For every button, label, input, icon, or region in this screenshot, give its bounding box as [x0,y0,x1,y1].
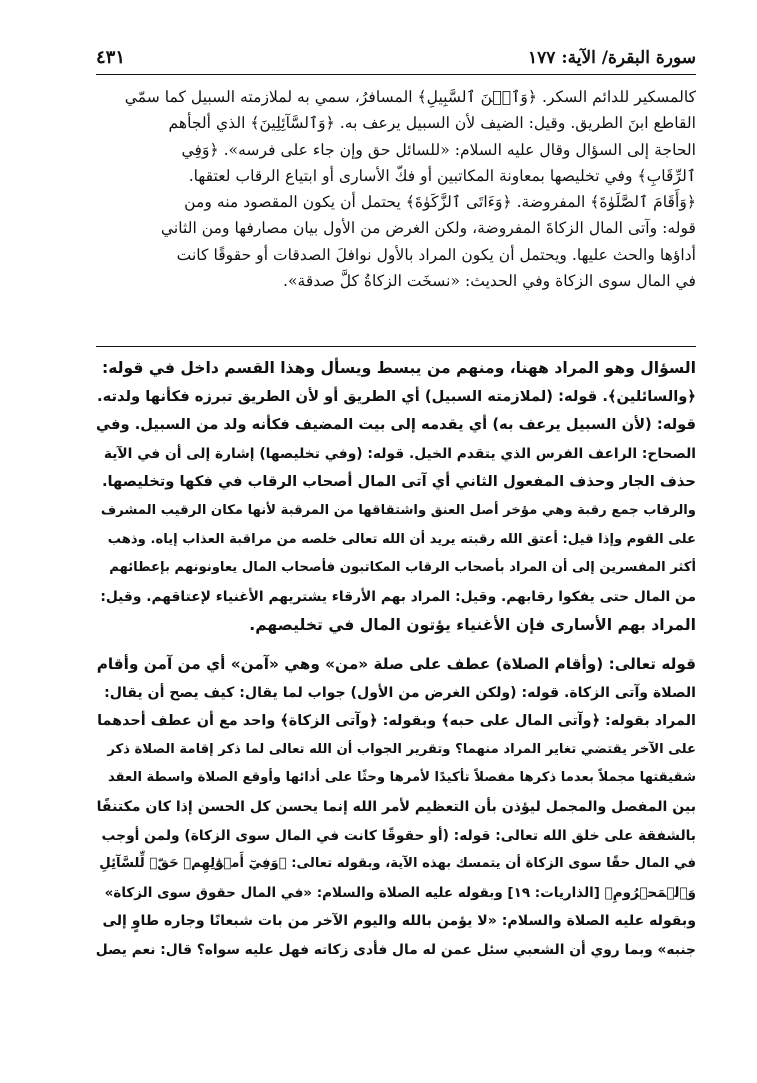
gloss-line: من المال حتى يفكوا رقابهم. وقيل: المراد بهم الأرقاء يشتريهم الأغنياء لإعتاقهم. وقيل: [100,588,696,605]
marginal-gloss [96,354,696,964]
commentary-line: قوله: وآتى المال الزكاةَ المفروضة، ولكن الغرض من الأول بيان مصارفها ومن الثاني [160,219,696,238]
gloss-line: المراد بهم الأسارى فإن الأغنياء يؤتون المال في تخليصهم. [249,616,696,635]
gloss-line: السؤال وهو المراد ههنا، ومنهم من يبسط ويسأل وهذا القسم داخل في قوله: [101,359,696,377]
header-rule [96,74,696,75]
gloss-line: بين المفصل والمجمل ليؤذن بأن التعظيم لأمر الله إنما يحسن كل الحسن إذا كان مكتنفًا [96,798,696,815]
page-header [96,38,696,68]
page-number: ٤٣١ [96,47,126,68]
gloss-line: على القوم وإذا قيل: أعتق الله رقبته يريد أن الله تعالى خلصه من مراقبة العذاب إياه. وذهب [107,531,696,547]
commentary-line: أداؤها والحث عليها. ويحتمل أن يكون المراد بالأول نوافلَ الصدقات أو حقوقًا كانت [176,245,696,264]
gloss-line: بالشفقة على خلق الله تعالى: قوله: (أو حقوقًا كانت في المال سوى الزكاة) ولمن أوجب [101,827,696,844]
gloss-line: حذف الجار وحذف المفعول الثاني أي آتى المال أصحاب الرقاب في فكها وتخليصها. [101,473,696,491]
gloss-line: قوله تعالى: (وأقام الصلاة) عطف على صلة «من» وهي «آمن» أي من آمن وأقام [96,654,696,673]
commentary-line: القاطع ابنَ الطريق. وقيل: الضيف لأن السبيل يرعف به. ﴿وَٱلسَّآئِلِينَ﴾ الذي ألجأهم [168,114,696,133]
main-commentary [96,84,696,294]
gloss-line: جنبه» وبما روي أن الشعبي سئل عمن له مال فأدى زكاته فهل عليه سواه؟ قال: نعم يصل [95,941,696,958]
gloss-line: ﴿والسائلين﴾. قوله: (لملازمته السبيل) أي الطريق أو لأن الطريق تبرزه فكأنها ولدته. [97,387,696,405]
commentary-line: كالمسكير للدائم السكر. ﴿وَٱبۡنَ ٱلسَّبِيلِ﴾ المسافرُ، سمي به لملازمته السبيل كما سمّي [124,88,696,106]
gloss-line: أكثر المفسرين إلى أن المراد بأصحاب الرقاب المكاتبون فأصحاب المال يعاونونهم بإعطائهم [109,560,696,576]
commentary-line: ٱلرِّقَابِ﴾ وفي تخليصها بمعاونة المكاتبين أو فكّ الأسارى أو ابتياع الرقاب لعتقها. [188,166,696,185]
gloss-line: قوله: (لأن السبيل يرعف به) أي يقدمه إلى بيت المضيف فكأنه ولد من السبيل. وفي [95,416,696,434]
commentary-line: في المال سوى الزكاة وفي الحديث: «نسخَت الزكاةُ كلَّ صدقة». [283,272,696,291]
commentary-line: الحاجة إلى السؤال وقال عليه السلام: «للسائل حق وإن جاء على فرسه». ﴿وَفِي [181,140,696,159]
section-divider [96,346,696,347]
surah-verse-title: سورة البقرة/ الآية: ١٧٧ [528,48,696,68]
gloss-line: في المال حقًا سوى الزكاة أن يتمسك بهذه الآية، وبقوله تعالى: ﴿وَفِيٓ أَمۡوَٰلِهِمۡ حَقّٞ لِّلسَّآئِلِ [99,856,696,872]
commentary-line: ﴿وَأَقَامَ ٱلصَّلَوٰةَ﴾ المفروضة. ﴿وَءَاتَى ٱلزَّكَوٰةَ﴾ يحتمل أن يكون المقصود منه ومن [184,193,696,212]
gloss-line: شقيقتها مجملاً بعدما ذكرها مفصلاً تأكيدًا لأمرها وحثًا على أدائها وأوقع الصلاة واسطة العقد [107,770,696,786]
gloss-paragraph [96,354,696,640]
gloss-line: على الآخر يقتضي تغاير المراد منهما؟ وتقرير الجواب أن الله تعالى لما ذكر إقامة الصلاة ذكر [107,741,696,757]
gloss-paragraph [96,650,696,965]
gloss-line: الصحاح: الراعف الفرس الذي يتقدم الخيل. قوله: (وفي تخليصها) إشارة إلى أن في الآية [103,445,696,462]
gloss-line: الصلاة وآتى الزكاة. قوله: (ولكن الغرض من الأول) جواب لما يقال: كيف يصح أن يقال: [104,684,696,701]
gloss-line: وبقوله عليه الصلاة والسلام: «لا يؤمن بالله واليوم الآخر من بات شبعانًا وجاره طاوٍ إلى [102,913,696,930]
gloss-line: وَٱلۡمَحۡرُومِ﴾ [الذاريات: ١٩] وبقوله عليه الصلاة والسلام: «في المال حقوق سوى الزكاة» [104,884,696,901]
gloss-line: والرقاب جمع رقبة وهي مؤخر أصل العنق واشتقاقها من المرقبة لأنها مكان الرقيب المشرف [100,502,696,518]
gloss-line: المراد بقوله: ﴿وآتى المال على حبه﴾ وبقوله: ﴿وآتى الزكاة﴾ واحد مع أن عطف أحدهما [97,713,696,730]
